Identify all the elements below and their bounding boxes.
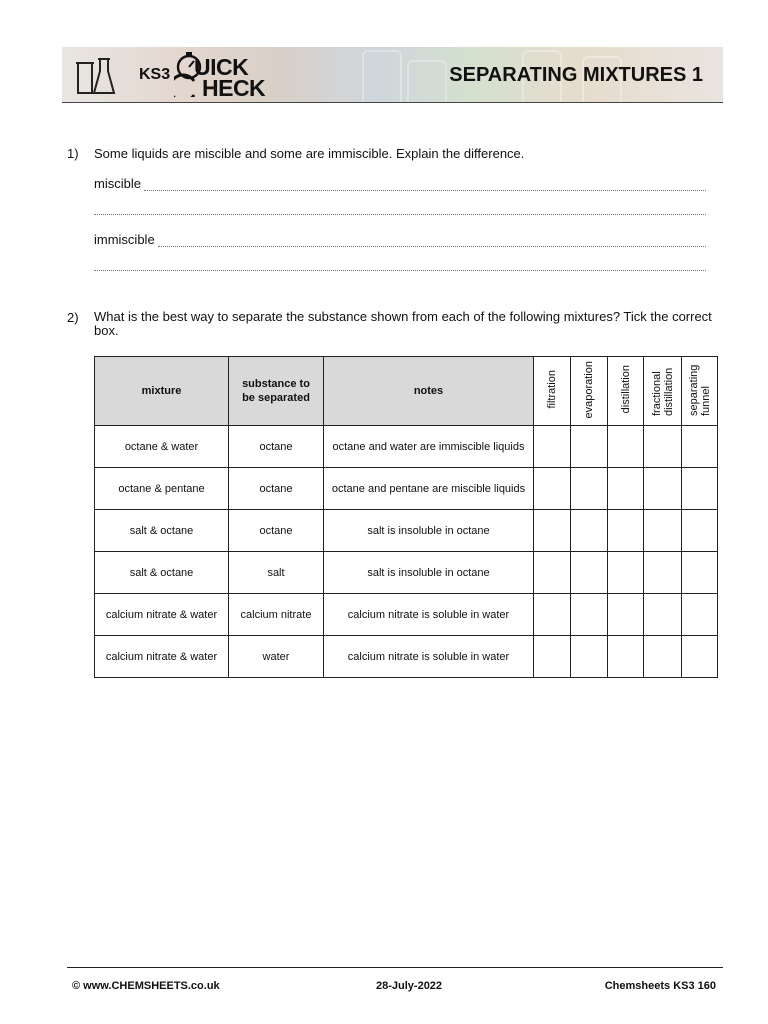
cell-substance: calcium nitrate [229, 594, 324, 636]
footer-copyright: © www.CHEMSHEETS.co.uk [72, 980, 220, 992]
tick-box-distillation[interactable] [608, 426, 644, 468]
footer-reference: Chemsheets KS3 160 [604, 980, 716, 992]
answer-line-miscible[interactable] [94, 176, 706, 191]
cell-notes: calcium nitrate is soluble in water [324, 594, 534, 636]
separation-table [94, 356, 718, 678]
cell-notes: octane and water are immiscible liquids [324, 426, 534, 468]
cell-notes: salt is insoluble in octane [324, 510, 534, 552]
table-row [95, 510, 718, 552]
tick-box-evaporation[interactable] [571, 636, 608, 678]
header-notes: notes [324, 357, 534, 426]
tick-box-evaporation[interactable] [571, 552, 608, 594]
cell-mixture: salt & octane [95, 552, 229, 594]
cell-substance: octane [229, 426, 324, 468]
header-evaporation: evaporation [571, 357, 608, 426]
tick-box-distillation[interactable] [608, 552, 644, 594]
footer-date: 28-July-2022 [376, 980, 443, 992]
tick-box-filtration[interactable] [534, 468, 571, 510]
beaker-flask-icon [74, 53, 118, 97]
logo-check: HECK [202, 75, 266, 101]
tick-box-distillation[interactable] [608, 636, 644, 678]
answer-line-miscible-2[interactable] [94, 204, 706, 215]
cell-mixture: calcium nitrate & water [95, 594, 229, 636]
tick-box-fractional-distillation[interactable] [644, 510, 682, 552]
cell-notes: octane and pentane are miscible liquids [324, 468, 534, 510]
table-row [95, 636, 718, 678]
page-title: SEPARATING MIXTURES 1 [449, 64, 703, 86]
tick-box-separating-funnel[interactable] [682, 594, 718, 636]
logo-quick: UICK [194, 54, 249, 80]
header-filtration: filtration [534, 357, 571, 426]
cell-substance: octane [229, 468, 324, 510]
table-row [95, 468, 718, 510]
tick-box-distillation[interactable] [608, 510, 644, 552]
table-row [95, 552, 718, 594]
tick-box-fractional-distillation[interactable] [644, 594, 682, 636]
tick-box-filtration[interactable] [534, 594, 571, 636]
tick-box-separating-funnel[interactable] [682, 426, 718, 468]
question-1-text: Some liquids are miscible and some are immiscible. Explain the difference. [94, 146, 525, 161]
tick-box-separating-funnel[interactable] [682, 510, 718, 552]
question-1-number: 1) [67, 146, 79, 161]
glassware-decoration [407, 60, 447, 102]
cell-mixture: octane & pentane [95, 468, 229, 510]
tick-box-evaporation[interactable] [571, 468, 608, 510]
cell-substance: water [229, 636, 324, 678]
cell-substance: octane [229, 510, 324, 552]
ks3-label: KS3 [139, 66, 171, 83]
header-separating-funnel: separating funnel [682, 357, 718, 426]
tick-box-distillation[interactable] [608, 468, 644, 510]
cell-mixture: calcium nitrate & water [95, 636, 229, 678]
immiscible-label: immiscible [94, 232, 155, 247]
tick-box-fractional-distillation[interactable] [644, 552, 682, 594]
tick-box-evaporation[interactable] [571, 426, 608, 468]
glassware-decoration [362, 50, 402, 102]
tick-box-separating-funnel[interactable] [682, 468, 718, 510]
tick-box-fractional-distillation[interactable] [644, 636, 682, 678]
header-substance: substance to be separated [229, 357, 324, 426]
tick-box-distillation[interactable] [608, 594, 644, 636]
tick-box-filtration[interactable] [534, 426, 571, 468]
tick-box-separating-funnel[interactable] [682, 552, 718, 594]
miscible-label: miscible [94, 176, 141, 191]
cell-notes: salt is insoluble in octane [324, 552, 534, 594]
table-row [95, 426, 718, 468]
tick-box-evaporation[interactable] [571, 594, 608, 636]
question-2-number: 2) [67, 310, 79, 325]
cell-mixture: octane & water [95, 426, 229, 468]
header-banner [62, 47, 723, 103]
tick-box-fractional-distillation[interactable] [644, 426, 682, 468]
header-fractional-distillation: fractional distillation [644, 357, 682, 426]
cell-substance: salt [229, 552, 324, 594]
table-header-row [95, 357, 718, 426]
answer-line-immiscible-2[interactable] [94, 260, 706, 271]
cell-mixture: salt & octane [95, 510, 229, 552]
footer-divider [67, 967, 723, 968]
table-row [95, 594, 718, 636]
header-mixture: mixture [95, 357, 229, 426]
tick-box-fractional-distillation[interactable] [644, 468, 682, 510]
tick-box-filtration[interactable] [534, 552, 571, 594]
question-2-text: What is the best way to separate the substance shown from each of the following mixtures? Tick the correct box. [94, 309, 712, 338]
header-distillation: distillation [608, 357, 644, 426]
tick-box-filtration[interactable] [534, 510, 571, 552]
tick-box-filtration[interactable] [534, 636, 571, 678]
tick-box-separating-funnel[interactable] [682, 636, 718, 678]
answer-line-immiscible[interactable] [94, 232, 706, 247]
tick-box-evaporation[interactable] [571, 510, 608, 552]
cell-notes: calcium nitrate is soluble in water [324, 636, 534, 678]
